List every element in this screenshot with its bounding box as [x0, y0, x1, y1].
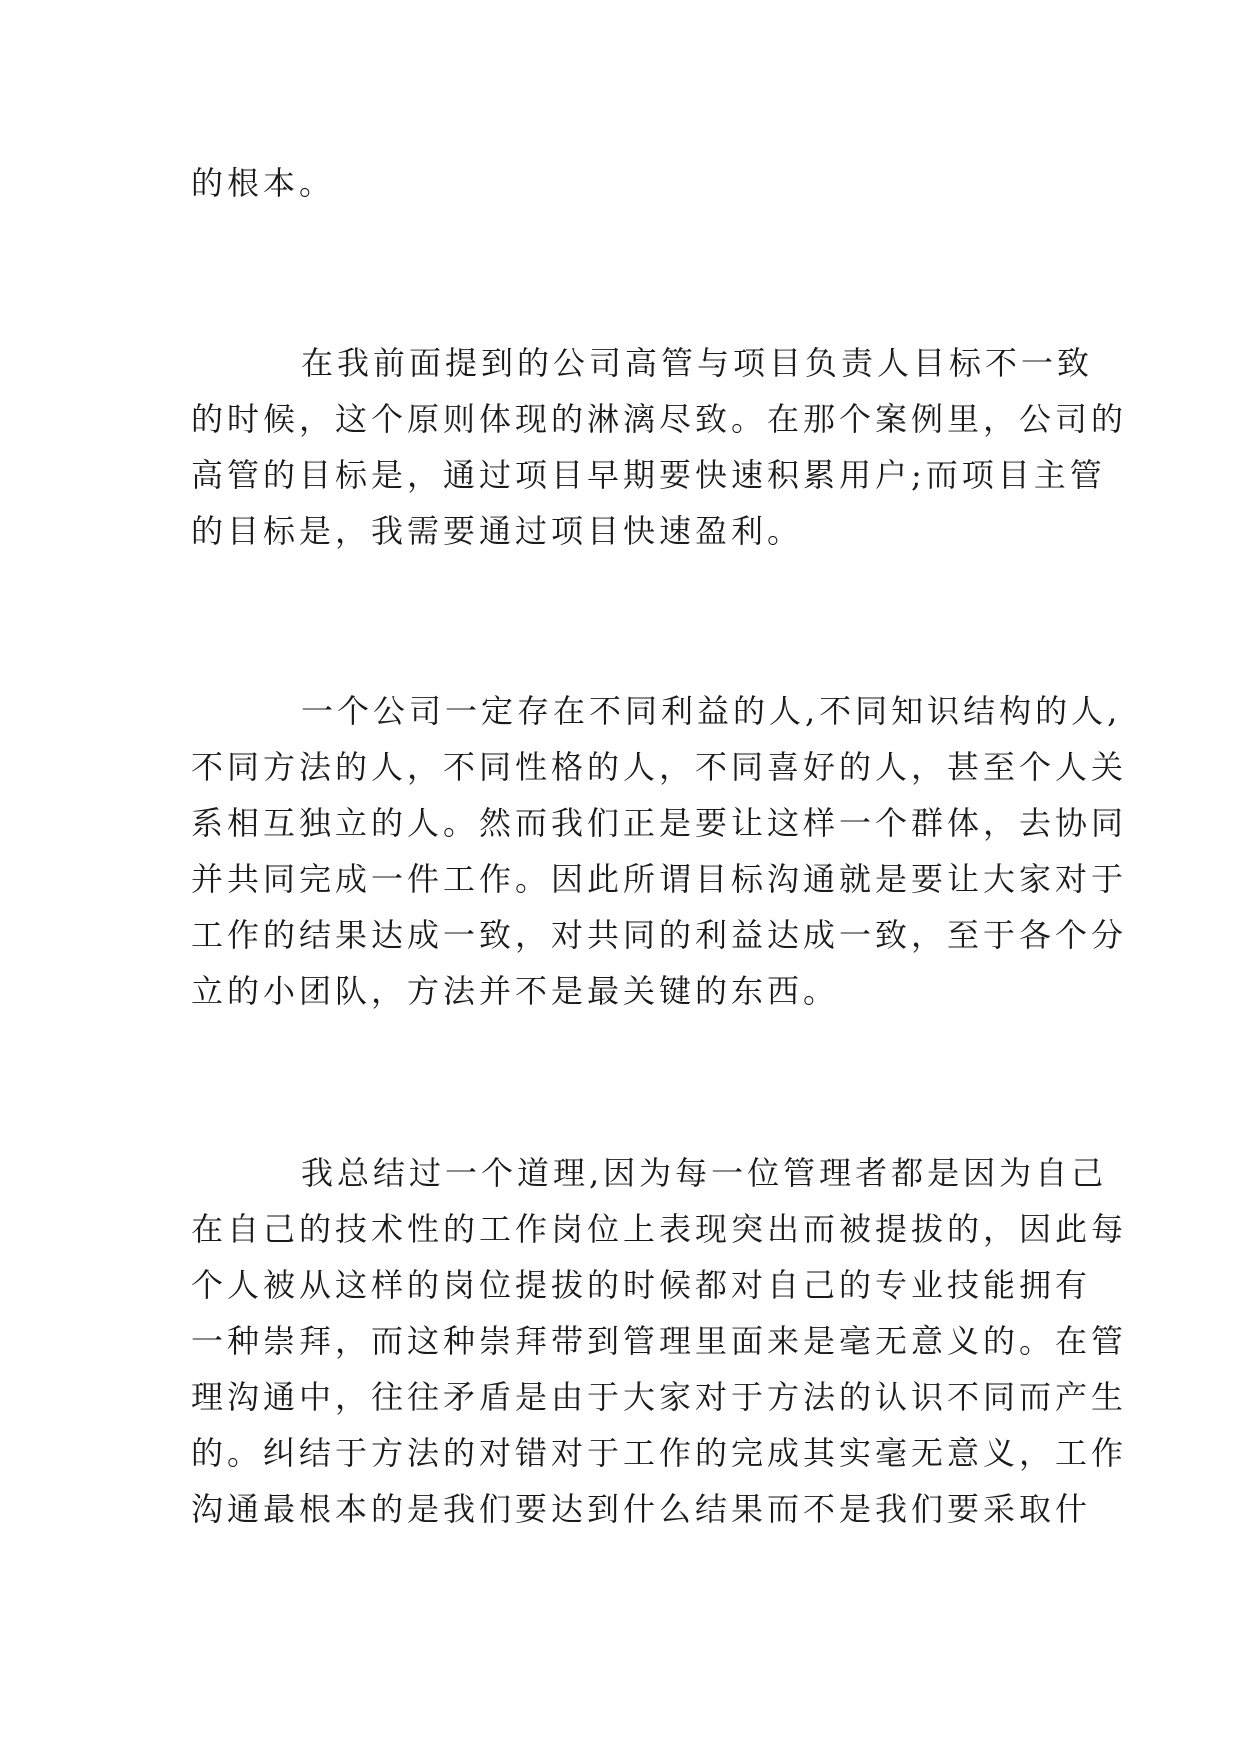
paragraph-1-line-1: 的根本。 — [191, 164, 336, 202]
paragraph-4-line-7: 沟通最根本的是我们要达到什么结果而不是我们要采取什 — [191, 1490, 1092, 1528]
paragraph-4-line-6: 的。纠结于方法的对错对于工作的完成其实毫无意义，工作 — [191, 1434, 1128, 1472]
paragraph-3-line-2: 不同方法的人，不同性格的人，不同喜好的人，甚至个人关 — [191, 748, 1128, 786]
paragraph-4-line-5: 理沟通中，往往矛盾是由于大家对于方法的认识不同而产生 — [191, 1378, 1128, 1416]
paragraph-2-line-1: 在我前面提到的公司高管与项目负责人目标不一致 — [301, 344, 1094, 382]
paragraph-3-line-6: 立的小团队，方法并不是最关键的东西。 — [191, 972, 840, 1010]
paragraph-3-line-4: 并共同完成一件工作。因此所谓目标沟通就是要让大家对于 — [191, 860, 1128, 898]
paragraph-4-line-4: 一种崇拜，而这种崇拜带到管理里面来是毫无意义的。在管 — [191, 1322, 1128, 1360]
paragraph-4-line-1: 我总结过一个道理,因为每一位管理者都是因为自己 — [301, 1154, 1108, 1192]
paragraph-4-line-3: 个人被从这样的岗位提拔的时候都对自己的专业技能拥有 — [191, 1266, 1092, 1304]
paragraph-2-line-4: 的目标是，我需要通过项目快速盈利。 — [191, 512, 804, 550]
paragraph-3-line-1: 一个公司一定存在不同利益的人,不同知识结构的人, — [301, 692, 1122, 730]
paragraph-3-line-5: 工作的结果达成一致，对共同的利益达成一致，至于各个分 — [191, 916, 1128, 954]
paragraph-2-line-3: 高管的目标是，通过项目早期要快速积累用户;而项目主管 — [191, 456, 1106, 494]
paragraph-2-line-2: 的时候，这个原则体现的淋漓尽致。在那个案例里，公司的 — [191, 400, 1128, 438]
paragraph-4-line-2: 在自己的技术性的工作岗位上表现突出而被提拔的，因此每 — [191, 1210, 1128, 1248]
paragraph-3-line-3: 系相互独立的人。然而我们正是要让这样一个群体，去协同 — [191, 804, 1128, 842]
